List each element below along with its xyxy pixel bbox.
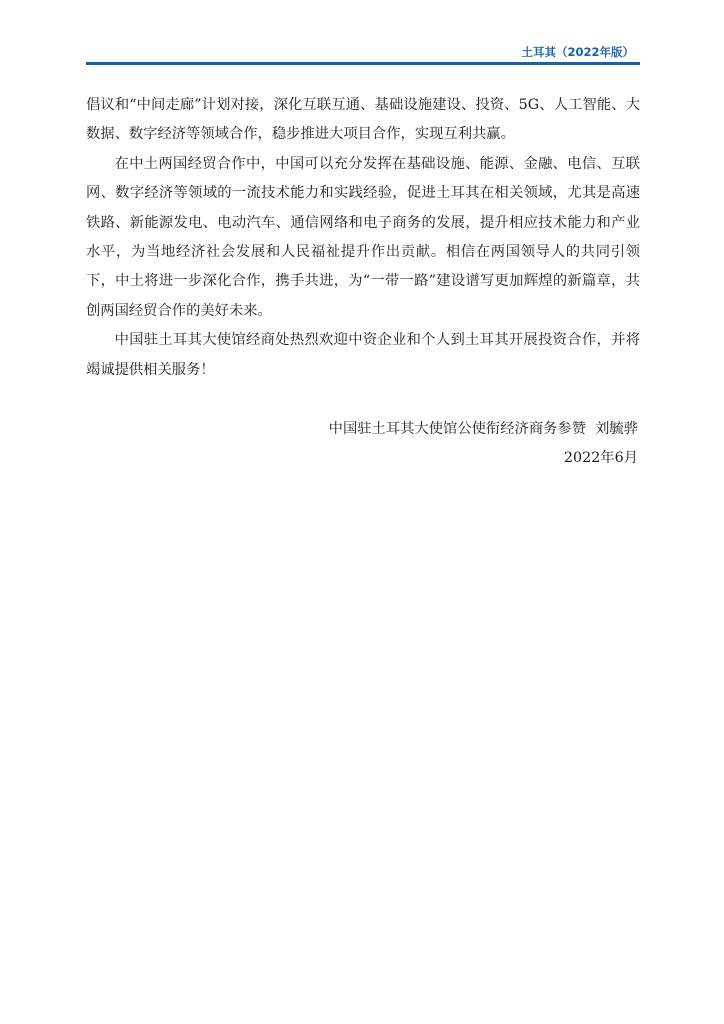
body-text	[86, 91, 640, 385]
signature-author: 中国驻土耳其大使馆公使衔经济商务参赞 刘毓骅	[328, 421, 638, 437]
paragraph-cooperation: 在中土两国经贸合作中，中国可以充分发挥在基础设施、能源、金融、电信、互联网、数字经济等领域的一流技术能力和实践经验，促进土耳其在相关领域，尤其是高速铁路、新能源发电、电动汽车、通信网络和电子商务的发展，提升相应技术能力和产业水平，为当地经济社会发展和人民福祉提升作出贡献。相信在两国领导人的共同引领下，中土将进一步深化合作，携手共进，为“一带一路”建设谱写更加辉煌的新篇章，共创两国经贸合作的美好未来。	[86, 155, 640, 319]
page-header	[86, 44, 640, 64]
signature-block	[329, 415, 638, 473]
paragraph-welcome: 中国驻土耳其大使馆经商处热烈欢迎中资企业和个人到土耳其开展投资合作，并将竭诚提供相关服务！	[86, 332, 640, 378]
header-rule	[86, 62, 640, 65]
running-header-title: 土耳其（2022年版）	[521, 45, 634, 59]
signature-date: 2022年6月	[563, 450, 638, 466]
paragraph-continued: 倡议和“中间走廊”计划对接，深化互联互通、基础设施建设、投资、5G、人工智能、大数据、数字经济等领域合作，稳步推进大项目合作，实现互利共赢。	[86, 97, 640, 143]
